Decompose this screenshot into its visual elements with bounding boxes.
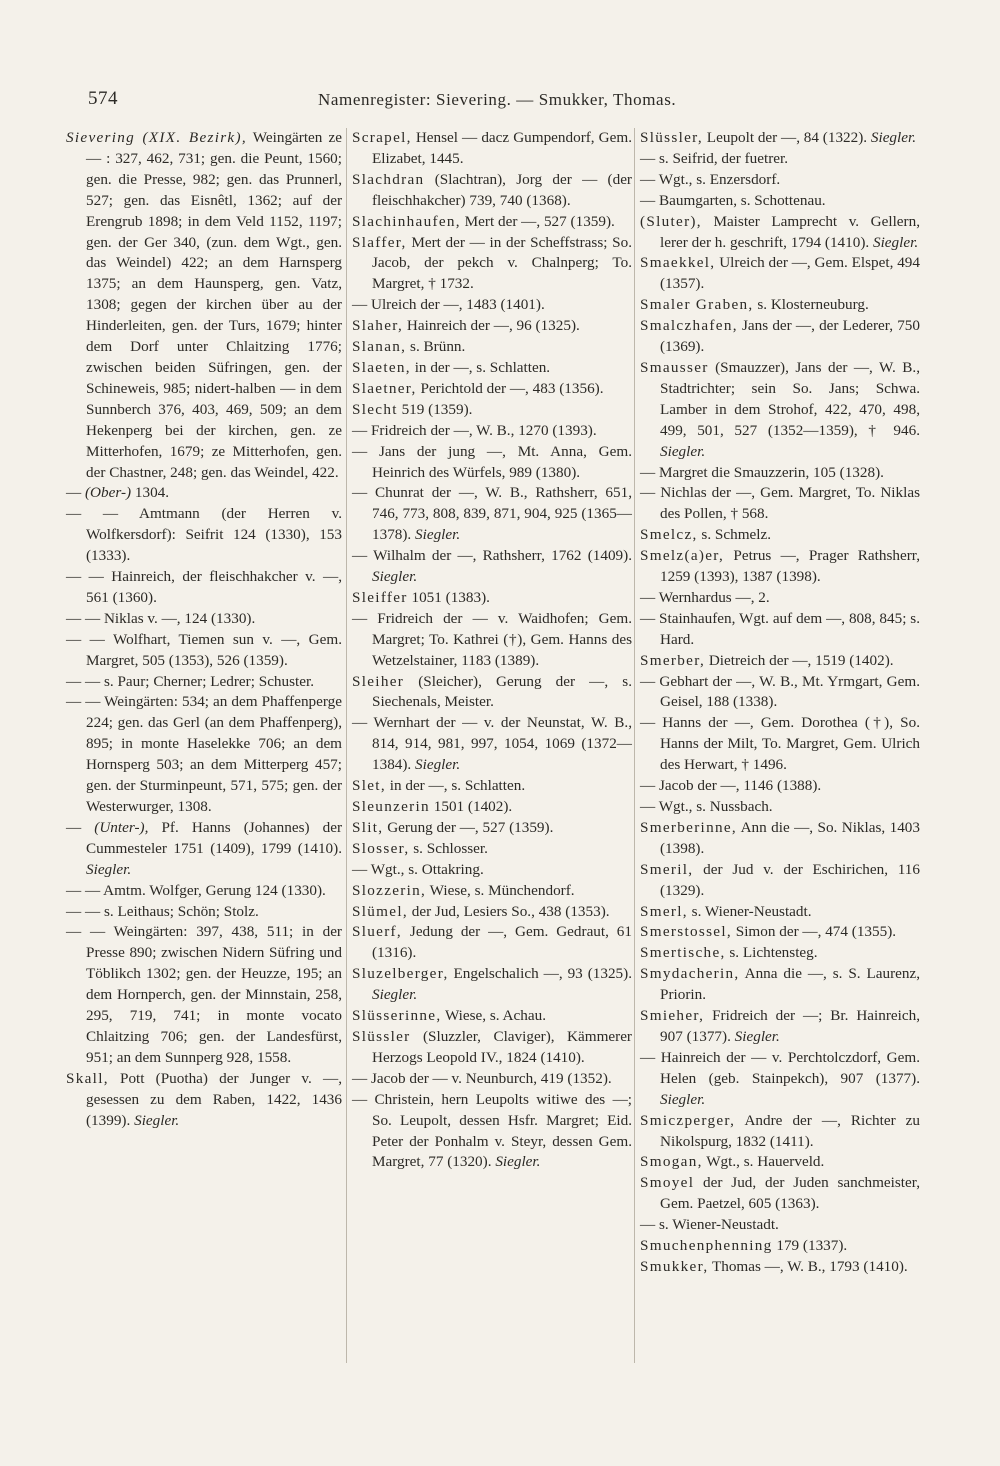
index-entry	[352, 295, 632, 316]
index-entry	[640, 713, 920, 776]
entry-headword: Smertische,	[640, 944, 726, 962]
index-entry	[352, 379, 632, 400]
index-entry	[640, 1111, 920, 1153]
entry-text: — Wgt., s. Nussbach.	[640, 798, 773, 815]
entry-headword: Sluerf,	[352, 923, 403, 941]
index-entry	[352, 442, 632, 484]
entry-text: Andre der —, Richter zu Nikolspurg, 1832 (1411).	[660, 1111, 920, 1150]
entry-text: (Unter-),	[94, 818, 149, 836]
index-entry	[640, 358, 920, 463]
entry-text: Siegler.	[415, 756, 461, 774]
index-entry	[352, 1006, 632, 1027]
index-entry	[640, 588, 920, 609]
entry-text: Wiese, s. Achau.	[441, 1007, 546, 1025]
index-entry	[66, 818, 342, 881]
index-entry	[352, 902, 632, 923]
index-entry	[352, 776, 632, 797]
entry-text: — — Weingärten: 534; an dem Phaffenperge 224; gen. das Gerl (an dem Phaffenperg), 895; in monte Haselekke 706; an dem Hornsperg 503; an dem Mitterperg 457; gen. der Sturminpeunt, 571, 575; gen. der Westerwurger, 1308.	[66, 693, 342, 815]
index-entry	[66, 609, 342, 630]
entry-text: — Christein, hern Leupolts witiwe des —; So. Leupolt, dessen Hsfr. Margret; Eid. Peter der Ponhalm v. Steyr, dessen Gem. Margret, 77 (1320).	[352, 1090, 632, 1171]
index-entry	[352, 881, 632, 902]
entry-headword: Slaetner,	[352, 379, 417, 397]
entry-text: (Sluzzler, Claviger), Kämmerer Herzogs Leopold IV., 1824 (1410).	[372, 1027, 632, 1066]
entry-headword: Smogan,	[640, 1153, 703, 1171]
entry-text: 1501 (1402).	[429, 798, 513, 815]
index-entry	[352, 818, 632, 839]
entry-text: Dietreich der —, 1519 (1402).	[705, 651, 894, 669]
entry-headword: Smaler Graben,	[640, 296, 754, 314]
index-entry	[66, 922, 342, 1068]
entry-headword: Slaffer,	[352, 233, 407, 251]
running-head: Namenregister: Sievering. — Smukker, Thomas.	[318, 90, 677, 109]
entry-text: — Nichlas der —, Gem. Margret, To. Niklas des Pollen, † 568.	[640, 484, 920, 523]
index-entry	[640, 672, 920, 714]
index-entry	[352, 797, 632, 818]
index-entry	[640, 149, 920, 170]
index-entry	[352, 483, 632, 546]
entry-text: Siegler.	[734, 1027, 780, 1045]
index-entry	[66, 483, 342, 504]
index-entry	[640, 295, 920, 316]
entry-text: Wgt., s. Hauerveld.	[702, 1153, 825, 1171]
entry-text: 1051 (1383).	[407, 588, 490, 606]
index-entry	[352, 672, 632, 714]
index-entry	[640, 797, 920, 818]
entry-headword: Smerber,	[640, 651, 706, 669]
entry-headword: Slüssler,	[640, 129, 703, 146]
entry-headword: Smelz(a)er,	[640, 547, 725, 565]
index-entry	[352, 233, 632, 296]
index-entry	[640, 860, 920, 902]
entry-text: 1304.	[131, 484, 170, 502]
entry-headword: Slecht	[352, 400, 398, 418]
entry-text: s. Schlosser.	[409, 839, 488, 857]
index-entry	[66, 902, 342, 923]
entry-text: Siegler.	[495, 1153, 541, 1171]
entry-text: Siegler.	[372, 986, 418, 1004]
entry-headword: Smeril,	[640, 860, 694, 878]
entry-text: —	[66, 818, 95, 836]
index-entry	[640, 1173, 920, 1215]
index-entry	[640, 651, 920, 672]
index-entry	[352, 1069, 632, 1090]
index-entry	[640, 191, 920, 212]
entry-headword: Slaher,	[352, 317, 404, 335]
entry-text: — Jans der jung —, Mt. Anna, Gem. Heinrich des Würfels, 989 (1380).	[352, 442, 632, 481]
entry-text: — Fridreich der —, W. B., 1270 (1393).	[352, 421, 597, 439]
entry-text: — Fridreich der — v. Waidhofen; Gem. Margret; To. Kathrei (†), Gem. Hanns des Wetzelstainer, 1183 (1389).	[352, 609, 632, 669]
column-divider	[634, 128, 635, 1363]
entry-text: Engelschalich —, 93 (1325).	[448, 965, 632, 983]
entry-text: — Wgt., s. Enzersdorf.	[640, 170, 781, 188]
entry-text: s. Lichtensteg.	[725, 944, 818, 962]
entry-text: (Ober-)	[84, 484, 132, 502]
entry-text: s. Klosterneuburg.	[753, 296, 869, 314]
entry-text: — Margret die Smauzzerin, 105 (1328).	[640, 463, 884, 481]
entry-headword: Smukker,	[640, 1257, 709, 1275]
entry-text: — Jacob der — v. Neunburch, 419 (1352).	[352, 1069, 612, 1087]
entry-text: Maister Lamprecht v. Gellern, lerer der h. geschrift, 1794 (1410).	[660, 212, 920, 251]
index-entry	[640, 128, 920, 149]
entry-text: — — Hainreich, der fleischhakcher v. —, 561 (1360).	[66, 568, 342, 606]
entry-text: Pf. Hanns (Johannes) der Cummesteler 1751 (1409), 1799 (1410).	[86, 818, 343, 857]
index-entry	[66, 692, 342, 817]
index-column-2	[352, 128, 632, 1173]
entry-text: — — Wolfhart, Tiemen sun v. —, Gem. Margret, 505 (1353), 526 (1359).	[66, 630, 342, 669]
entry-headword: Slaeten,	[352, 358, 411, 376]
entry-headword: Slüssler	[352, 1027, 411, 1045]
entry-text: Fridreich der —; Br. Hainreich, 907 (1377).	[660, 1007, 920, 1045]
entry-headword: Sluzelberger,	[352, 965, 449, 983]
index-column-3	[640, 128, 920, 1278]
entry-headword: Slosser,	[352, 839, 410, 857]
index-entry	[640, 943, 920, 964]
index-entry	[640, 1257, 920, 1278]
entry-headword: Slachdran	[352, 170, 425, 188]
entry-text: (Sleicher), Gerung der —, s. Siechenals, Meister.	[372, 672, 632, 711]
entry-text: Jans der —, der Lederer, 750 (1369).	[660, 317, 920, 356]
entry-text: — Wgt., s. Ottakring.	[352, 860, 484, 878]
entry-text: Siegler.	[872, 233, 919, 251]
entry-text: — Jacob der —, 1146 (1388).	[640, 777, 822, 795]
entry-text: 519 (1359).	[397, 400, 473, 418]
index-entry	[352, 546, 632, 588]
entry-text: s. Wiener-Neustadt.	[687, 902, 812, 920]
index-entry	[352, 421, 632, 442]
entry-text: 179 (1337).	[772, 1237, 848, 1255]
entry-text: (Slachtran), Jorg der — (der fleischhakcher) 739, 740 (1368).	[372, 170, 632, 209]
entry-text: — Wernhardus —, 2.	[640, 588, 770, 606]
index-entry	[352, 316, 632, 337]
index-entry	[640, 609, 920, 651]
entry-headword: Sleunzerin	[352, 798, 430, 815]
entry-text: der Jud, Lesiers So., 438 (1353).	[407, 902, 610, 920]
entry-text: — Wilhalm der —, Rathsherr, 1762 (1409).	[352, 547, 632, 565]
entry-text: (Smauzzer), Jans der —, W. B., Stadtrichter; sein So. Jans; Schwa. Lamber in dem Strohof, 422, 470, 498, 499, 501, 527 (1352—1359), † 946.	[660, 358, 920, 439]
index-entry	[640, 212, 920, 254]
entry-text: Siegler.	[86, 860, 132, 878]
entry-headword: Slozzerin,	[352, 881, 427, 899]
entry-headword: Slet,	[352, 777, 386, 795]
index-entry	[352, 860, 632, 881]
entry-text: Siegler.	[660, 1090, 706, 1108]
index-entry	[640, 1006, 920, 1048]
entry-headword: Sleiffer	[352, 588, 408, 606]
entry-text: Simon der —, 474 (1355).	[731, 923, 897, 941]
entry-text: Hainreich der —, 96 (1325).	[403, 317, 580, 335]
entry-headword: Smalczhafen,	[640, 317, 738, 335]
entry-text: der Jud v. der Eschirichen, 116 (1329).	[660, 860, 920, 899]
entry-text: Ulreich der —, Gem. Elspet, 494 (1357).	[660, 254, 920, 293]
entry-text: Petrus —, Prager Rathsherr, 1259 (1393), 1387 (1398).	[660, 547, 920, 586]
entry-text: in der —, s. Schlatten.	[410, 358, 551, 376]
index-entry	[352, 1027, 632, 1069]
entry-headword: Smelcz,	[640, 526, 698, 544]
index-entry	[640, 776, 920, 797]
entry-text: — Chunrat der —, W. B., Rathsherr, 651, 746, 773, 808, 839, 871, 904, 925 (1365—1378).	[352, 484, 632, 544]
page-number: 574	[88, 88, 118, 109]
index-entry	[640, 1152, 920, 1173]
entry-text: s. Schmelz.	[697, 526, 772, 544]
index-entry	[640, 964, 920, 1006]
index-entry	[352, 922, 632, 964]
entry-text: — — Weingärten: 397, 438, 511; in der Presse 890; zwischen Nidern Süfring und Töblikch 1302; gen. der Heuzze, 195; an dem Hornperch, gen. der Minnstain, 258, 295, 719, 741; in monte vocato Chlaitzing 706; gen. der Landesfürst, 951; an dem Sunnperg 928, 1558.	[66, 923, 342, 1066]
index-entry	[352, 337, 632, 358]
index-entry	[352, 128, 632, 170]
index-entry	[352, 588, 632, 609]
index-entry	[640, 546, 920, 588]
entry-headword: Slüsserinne,	[352, 1007, 442, 1025]
entry-text: — Ulreich der —, 1483 (1401).	[352, 296, 545, 314]
index-entry	[352, 400, 632, 421]
entry-text: — Hainreich der — v. Perchtolczdorf, Gem. Helen (geb. Stainpekch), 907 (1377).	[640, 1048, 920, 1087]
entry-text: Siegler.	[415, 526, 461, 544]
index-entry	[640, 1048, 920, 1111]
entry-text: — Baumgarten, s. Schottenau.	[640, 191, 826, 209]
entry-text: — Wernhart der — v. der Neunstat, W. B., 814, 914, 981, 997, 1054, 1069 (1372—1384).	[352, 714, 632, 774]
entry-headword: Smerberinne,	[640, 818, 737, 836]
entry-text: Siegler.	[870, 129, 917, 146]
index-entry	[352, 1090, 632, 1174]
entry-text: — Hanns der —, Gem. Dorothea (†), So. Hanns der Milt, To. Margret, Gem. Ulrich des Herwart, † 1496.	[640, 714, 920, 774]
index-entry	[640, 463, 920, 484]
entry-text: Siegler.	[660, 442, 706, 460]
index-entry	[640, 922, 920, 943]
index-entry	[66, 630, 342, 672]
entry-headword: Skall,	[66, 1069, 109, 1087]
entry-headword: Smieher,	[640, 1007, 705, 1025]
index-entry	[640, 902, 920, 923]
entry-headword: Scrapel,	[352, 129, 412, 146]
entry-text: — — Niklas v. —, 124 (1330).	[66, 609, 256, 627]
index-entry	[640, 170, 920, 191]
entry-text: —	[66, 484, 85, 502]
entry-text: Leupolt der —, 84 (1322).	[703, 129, 871, 146]
index-entry	[640, 483, 920, 525]
index-entry	[66, 672, 342, 693]
entry-headword: Slit,	[352, 818, 384, 836]
entry-text: Mert der —, 527 (1359).	[460, 212, 615, 230]
entry-text: — Gebhart der —, W. B., Mt. Yrmgart, Gem. Geisel, 188 (1338).	[640, 672, 920, 711]
entry-headword: Smaekkel,	[640, 254, 716, 272]
index-entry	[352, 713, 632, 776]
index-entry	[352, 358, 632, 379]
entry-headword: Smausser	[640, 358, 709, 376]
entry-headword: Smoyel	[640, 1174, 695, 1192]
entry-text: Siegler.	[134, 1111, 180, 1129]
entry-text: Anna die —, s. S. Laurenz, Priorin.	[660, 965, 920, 1004]
entry-headword: Sleiher	[352, 672, 405, 690]
entry-text: — — Amtm. Wolfger, Gerung 124 (1330).	[66, 881, 326, 899]
entry-text: Gerung der —, 527 (1359).	[383, 818, 554, 836]
entry-text: der Jud, der Juden sanchmeister, Gem. Paetzel, 605 (1363).	[660, 1174, 920, 1213]
entry-text: Mert der — in der Scheffstrass; So. Jacob, der pekch v. Chalnperg; To. Margret, † 1732.	[372, 233, 632, 293]
index-entry	[66, 567, 342, 609]
entry-text: — — Amtmann (der Herren v. Wolfkersdorf): Seifrit 124 (1330), 153 (1333).	[66, 505, 342, 565]
column-divider	[346, 128, 347, 1363]
entry-text: Jedung der —, Gem. Gedraut, 61 (1316).	[372, 923, 632, 962]
index-entry	[640, 253, 920, 295]
entry-text: Weingärten ze — : 327, 462, 731; gen. die Peunt, 1560; gen. die Presse, 982; gen. das Prunnerl, 527; gen. das Eisnêtl, 1362; auf der Erengrub 1898; in dem Veld 1152, 1197; gen. der Ger 340, (zun. dem Wgt., gen. das Weindel) 422; an dem Harnsperg 1375; an dem Haunsperg, gen. Vatz, 1308; gegen der kirchen über au der Hinderleiten, gen. der Turs, 1679; hinter dem Dorf unter Chlaitzing 1776; zwischen beiden Süfringen, gen. der Schineweis, 985; nidert-halben — in dem Sunnberch 376, 403, 469, 509; an dem Hekenperg bei der kirchen, gen. ze Mitterhofen, 1679; ze Mitterhofen, gen. der Chastner, 248; gen. das Weindel, 422.	[86, 129, 342, 481]
entry-text: in der —, s. Schlatten.	[385, 777, 526, 795]
entry-headword: Smerl,	[640, 902, 688, 920]
page-header	[88, 88, 908, 118]
entry-text: Hensel — dacz Gumpendorf, Gem. Elizabet, 1445.	[372, 129, 632, 167]
index-entry	[66, 128, 342, 483]
entry-text: s. Brünn.	[406, 338, 466, 356]
index-entry	[352, 212, 632, 233]
entry-headword: Sievering (XIX. Bezirk),	[66, 129, 247, 146]
index-entry	[352, 964, 632, 1006]
entry-text: Thomas —, W. B., 1793 (1410).	[708, 1257, 908, 1275]
entry-headword: Smuchenphenning	[640, 1237, 773, 1255]
entry-headword: Slümel,	[352, 902, 408, 920]
index-entry	[640, 525, 920, 546]
index-entry	[352, 170, 632, 212]
entry-headword: (Sluter),	[640, 212, 702, 230]
entry-headword: Slachinhaufen,	[352, 212, 461, 230]
entry-text: — — s. Paur; Cherner; Ledrer; Schuster.	[66, 672, 315, 690]
index-entry	[640, 316, 920, 358]
entry-text: Ann die —, So. Niklas, 1403 (1398).	[660, 818, 920, 857]
entry-headword: Slanan,	[352, 338, 407, 356]
index-entry	[640, 1215, 920, 1236]
index-entry	[352, 609, 632, 672]
index-entry	[66, 881, 342, 902]
index-column-1	[66, 128, 342, 1132]
index-entry	[66, 1069, 342, 1132]
entry-text: — s. Wiener-Neustadt.	[640, 1216, 779, 1234]
entry-text: Perichtold der —, 483 (1356).	[416, 379, 604, 397]
entry-headword: Smydacherin,	[640, 965, 740, 983]
index-entry	[352, 839, 632, 860]
index-entry	[66, 504, 342, 567]
entry-text: — s. Seifrid, der fuetrer.	[640, 149, 789, 167]
entry-text: — — s. Leithaus; Schön; Stolz.	[66, 902, 259, 920]
index-entry	[640, 818, 920, 860]
entry-text: Wiese, s. Münchendorf.	[426, 881, 575, 899]
index-entry	[640, 1236, 920, 1257]
entry-text: — Stainhaufen, Wgt. auf dem —, 808, 845; s. Hard.	[640, 609, 920, 648]
entry-headword: Smerstossel,	[640, 923, 732, 941]
entry-headword: Smiczperger,	[640, 1111, 736, 1129]
entry-text: Siegler.	[372, 568, 418, 586]
entry-text: Pott (Puotha) der Junger v. —, gesessen zu dem Raben, 1422, 1436 (1399).	[86, 1069, 342, 1129]
